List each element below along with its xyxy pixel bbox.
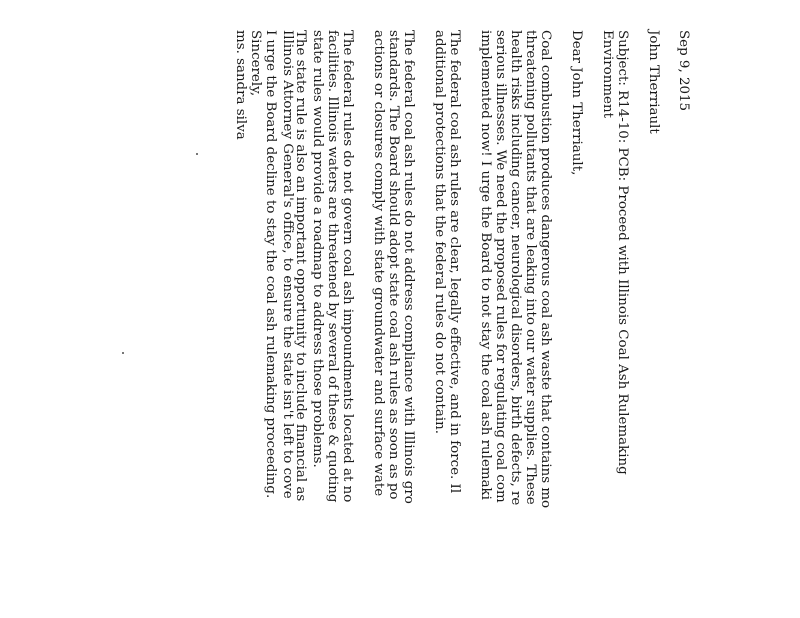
letter-subject-line-2: Environment: [600, 30, 615, 118]
paragraph-4-line: The federal rules do not govern coal ash impoundments located at no: [340, 30, 355, 503]
paragraph-2-line: additional protections that the federal rules do not contain.: [432, 30, 447, 435]
paragraph-5-line: Illinois Attorney General's office, to ensure the state isn't left to cove: [280, 30, 295, 499]
paragraph-6-line: I urge the Board decline to stay the coal ash rulemaking proceeding.: [263, 30, 278, 499]
paragraph-2-line: The federal coal ash rules are clear, legally effective, and in force. Il: [447, 30, 462, 494]
scan-speck: [196, 153, 198, 155]
paragraph-3-line: standards. The Board should adopt state coal ash rules as soon as po: [386, 30, 401, 500]
letter-signature: ms. sandra silva: [233, 30, 248, 140]
letter-date: Sep 9, 2015: [676, 30, 691, 112]
letter-recipient: John Therriault: [646, 30, 661, 134]
paragraph-1-line: Coal combustion produces dangerous coal ash waste that contains mo: [538, 30, 553, 509]
scan-speck: [122, 352, 124, 354]
paragraph-1-line: threatening pollutants that are leaking into our water supplies. These: [523, 30, 538, 505]
paragraph-1-line: implemented now! I urge the Board to not stay the coal ash rulemaki: [478, 30, 493, 500]
letter-salutation: Dear John Therriault,: [569, 30, 584, 176]
paragraph-1-line: health risks including cancer, neurological disorders, birth defects, re: [508, 30, 523, 506]
letter-closing: Sincerely,: [248, 30, 263, 97]
paragraph-5-line: The state rule is also an important opportunity to include financial as: [293, 30, 308, 502]
paragraph-4-line: state rules would provide a roadmap to address those problems.: [310, 30, 325, 468]
paragraph-1-line: serious illnesses. We need the proposed rules for regulating coal com: [493, 30, 508, 503]
paragraph-4-line: facilities. Illinois waters are threatened by several of these & quoting: [325, 30, 340, 503]
paragraph-3-line: actions or closures comply with state groundwater and surface wate: [371, 30, 386, 497]
paragraph-3-line: The federal coal ash rules do not address compliance with Illinois gro: [401, 30, 416, 504]
rotated-letter: [233, 30, 691, 590]
letter-subject-line-1: Subject: R14-10: PCB: Proceed with Illinois Coal Ash Rulemaking: [615, 30, 630, 475]
